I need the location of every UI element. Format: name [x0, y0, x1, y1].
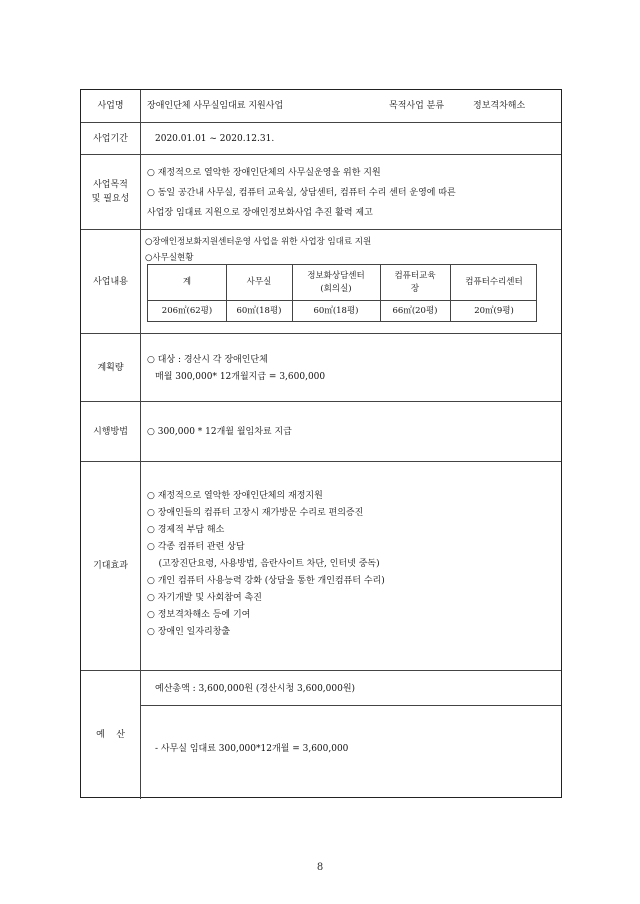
- plan-line: 매월 300,000* 12개월지급 = 3,600,000: [155, 372, 326, 382]
- budget-detail: - 사무실 임대료 300,000*12개월 = 3,600,000: [155, 744, 349, 754]
- label-budget: 예 산: [81, 671, 141, 799]
- column-divider: [292, 265, 293, 321]
- table-cell: 66㎡(20평): [392, 306, 438, 316]
- label-method: 시행방법: [81, 402, 141, 461]
- label-purpose: 사업목적 및 필요성: [81, 155, 141, 229]
- effect-line: ○ 장애인 일자리창출: [147, 627, 231, 637]
- row-period: [81, 123, 561, 155]
- effect-line: (고장진단요령, 사용방법, 음란사이트 차단, 인터넷 중독): [147, 559, 380, 569]
- table-header: 사무실: [246, 277, 272, 287]
- effect-line: ○ 각종 컴퓨터 관련 상담: [147, 542, 245, 552]
- table-header: 계: [182, 277, 192, 287]
- purpose-line: ○ 재정적으로 열악한 장애인단체의 사무실운영을 위한 지원: [147, 168, 381, 178]
- table-cell: 60㎡(18평): [313, 306, 359, 316]
- effect-line: ○ 자기개발 및 사회참여 촉진: [147, 593, 262, 603]
- label-content: 사업내용: [81, 230, 141, 333]
- purpose-line: ○ 동일 공간내 사무실, 컴퓨터 교육실, 상담센터, 컴퓨터 수리 센터 운영에 따른: [147, 188, 456, 198]
- project-name: 장애인단체 사무실임대료 지원사업: [147, 101, 284, 111]
- category-label: 목적사업 분류: [389, 101, 445, 111]
- column-divider: [450, 265, 451, 321]
- table-header: 정보화상담센터 (회의실): [307, 270, 365, 294]
- content-line: ○장애인정보화지원센터운영 사업을 위한 사업장 임대료 지원: [145, 237, 372, 247]
- table-cell: 206㎡(62평): [161, 306, 213, 316]
- label-effect: 기대효과: [81, 462, 141, 670]
- document-table: [80, 89, 562, 798]
- table-cell: 60㎡(18평): [236, 306, 282, 316]
- effect-line: ○ 개인 컴퓨터 사용능력 강화 (상담을 통한 개인컴퓨터 수리): [147, 576, 385, 586]
- table-header: 컴퓨터교육 장: [394, 270, 436, 294]
- row-effect: [81, 462, 561, 671]
- row-project-name: [81, 90, 561, 123]
- office-status-table: [147, 264, 537, 322]
- plan-line: ○ 대상 : 경산시 각 장애인단체: [147, 355, 268, 365]
- row-content: [81, 230, 561, 334]
- effect-line: ○ 재정적으로 열악한 장애인단체의 재정지원: [147, 491, 323, 501]
- content-line: ○사무실현황: [145, 253, 194, 263]
- label-plan: 계획량: [81, 334, 141, 401]
- row-method: [81, 402, 561, 462]
- method-value: ○ 300,000 * 12개월 월임차료 지급: [147, 427, 292, 437]
- row-budget: [81, 671, 561, 799]
- row-plan: [81, 334, 561, 402]
- label-project-name: 사업명: [81, 90, 141, 122]
- category-value: 정보격차해소: [473, 101, 526, 111]
- purpose-line: 사업장 임대료 지원으로 장애인정보화사업 추진 활력 제고: [147, 208, 373, 218]
- effect-line: ○ 정보격차해소 등에 기여: [147, 610, 251, 620]
- page-number: 8: [316, 862, 324, 873]
- column-divider: [226, 265, 227, 321]
- row-purpose: [81, 155, 561, 230]
- period-value: 2020.01.01 ~ 2020.12.31.: [155, 134, 275, 144]
- effect-line: ○ 장애인들의 컴퓨터 고장시 재가방문 수리로 편의증진: [147, 508, 364, 518]
- budget-divider: [141, 705, 561, 706]
- effect-line: ○ 경제적 부담 해소: [147, 525, 225, 535]
- column-divider: [380, 265, 381, 321]
- budget-total: 예산총액 : 3,600,000원 (경산시청 3,600,000원): [155, 684, 356, 694]
- label-period: 사업기간: [81, 123, 141, 154]
- table-cell: 20㎡(9평): [474, 306, 514, 316]
- table-header: 컴퓨터수리센터: [465, 277, 523, 287]
